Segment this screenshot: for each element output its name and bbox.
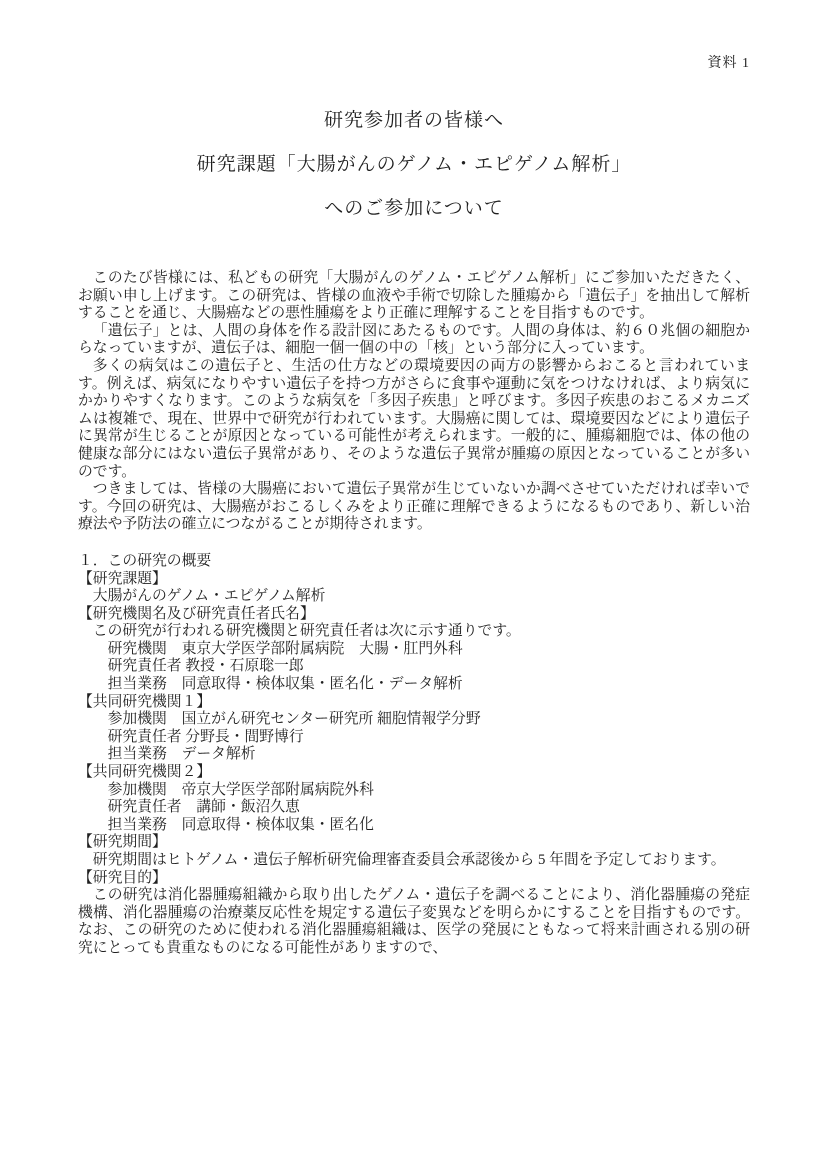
institution-line-collaborator-2: 参加機関 帝京大学医学部附属病院外科 — [107, 781, 374, 798]
study-purpose-paragraph: この研究は消化器腫瘍組織から取り出したゲノム・遺伝子を調べることにより、消化器腫瘍の発症機構、消化器腫瘍の治療薬反応性を規定する遺伝子変異などを明らかにすることを目指すものです。なお、この研究のために使われる消化器腫瘍組織は、医学の発展にともなって将来計画される別の研究にとっても貴重なものになる可能性がありますので、 — [78, 887, 750, 956]
research-title-value: 大腸がんのゲノム・エピゲノム解析 — [92, 588, 326, 605]
title-line-recipients: 研究参加者の皆様へ — [323, 110, 504, 131]
introduction-section — [78, 270, 750, 534]
intro-paragraph-request: このたび皆様には、私どもの研究「大腸がんのゲノム・エピゲノム解析」にご参加いただきたく、お願い申し上げます。この研究は、皆様の血液や手術で切除した腫瘍から「遺伝子」を抽出して解析することを通じ、大腸癌などの悪性腫瘍をより正確に理解することを目指すものです。 — [78, 270, 750, 322]
institution-line-main: 研究機関 東京大学医学部附属病院 大腸・肛門外科 — [107, 640, 463, 657]
bracket-heading-study-purpose: 【研究目的】 — [78, 869, 167, 886]
duties-line-collaborator-2: 担当業務 同意取得・検体収集・匿名化 — [107, 816, 374, 833]
bracket-heading-research-title: 【研究課題】 — [78, 570, 167, 587]
institution-intro-line: この研究が行われる研究機関と研究責任者は次に示す通りです。 — [92, 623, 521, 640]
intro-paragraph-disease-mechanism: 多くの病気はこの遺伝子と、生活の仕方などの環境要因の両方の影響からおこると言われています。例えば、病気になりやすい遺伝子を持つ方がさらに食事や運動に気をつけなければ、より病気にかかりやすくなります。このような病気を「多因子疾患」と呼びます。多因子疾患のおこるメカニズムは複雑で、現在、世界中で研究が行われています。大腸癌に関しては、環境要因などにより遺伝子に異常が生じることが原因となっている可能性が考えられます。一般的に、腫瘍細胞では、体の他の健康な部分にはない遺伝子異常があり、そのような遺伝子異常が腫瘍の原因となっていることが多いのです。 — [78, 357, 750, 480]
title-line-research-theme: 研究課題「大腸がんのゲノム・エピゲノム解析」 — [196, 154, 632, 175]
study-overview-section — [78, 553, 750, 958]
bracket-heading-collaborator-1: 【共同研究機関１】 — [78, 693, 212, 710]
document-title — [78, 108, 750, 222]
title-line-participation: へのご参加について — [324, 198, 504, 219]
bracket-heading-institution-and-pi: 【研究機関名及び研究責任者氏名】 — [78, 605, 315, 622]
principal-investigator-line-collaborator-1: 研究責任者 分野長・間野博行 — [107, 728, 304, 745]
bracket-heading-collaborator-2: 【共同研究機関２】 — [78, 764, 212, 781]
duties-line-main: 担当業務 同意取得・検体収集・匿名化・データ解析 — [107, 676, 463, 693]
study-period-paragraph: 研究期間はヒトゲノム・遺伝子解析研究倫理審査委員会承認後から 5 年間を予定しております。 — [92, 852, 726, 868]
reference-number-label: 資料 1 — [707, 56, 750, 71]
section-heading-overview: １．この研究の概要 — [78, 552, 212, 569]
bracket-heading-study-period: 【研究期間】 — [78, 834, 167, 851]
institution-line-collaborator-1: 参加機関 国立がん研究センター研究所 細胞情報学分野 — [107, 711, 481, 728]
intro-paragraph-expectation: つきましては、皆様の大腸癌において遺伝子異常が生じていないか調べさせていただければ幸いです。今回の研究は、大腸癌がおこるしくみをより正確に理解できるようになるものであり、新しい治療法や予防法の確立につながることが期待されます。 — [78, 481, 750, 533]
principal-investigator-line-main: 研究責任者 教授・石原聡一郎 — [107, 658, 304, 675]
duties-line-collaborator-1: 担当業務 データ解析 — [107, 746, 256, 763]
intro-paragraph-gene-definition: 「遺伝子」とは、人間の身体を作る設計図にあたるものです。人間の身体は、約６０兆個の細胞からなっていますが、遺伝子は、細胞一個一個の中の「核」という部分に入っています。 — [78, 322, 750, 357]
principal-investigator-line-collaborator-2: 研究責任者 講師・飯沼久恵 — [107, 799, 300, 816]
